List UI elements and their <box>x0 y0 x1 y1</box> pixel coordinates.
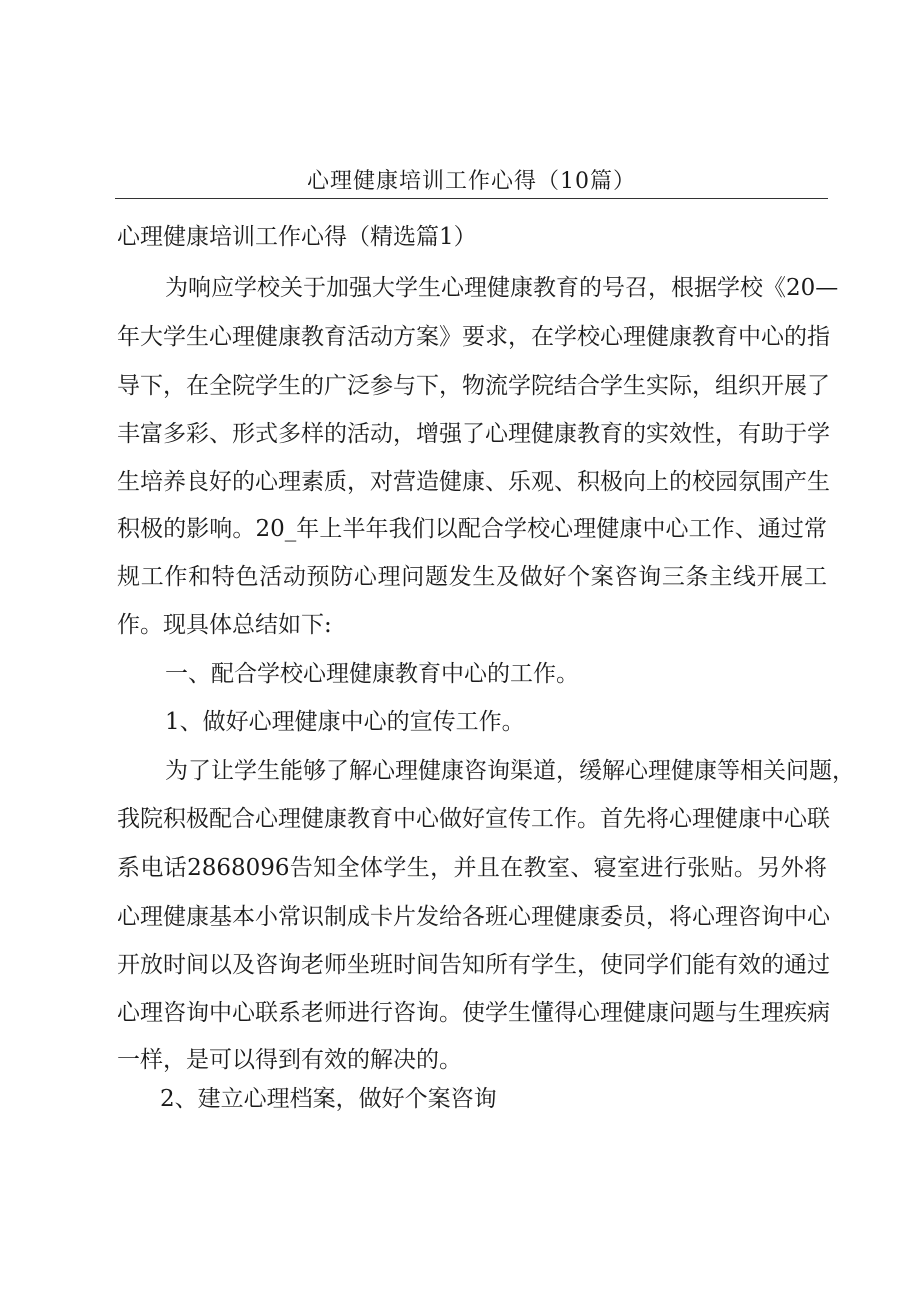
paragraph-line: 作。现具体总结如下: <box>117 612 332 638</box>
subheading-line: 2、建立心理档案，做好个案咨询 <box>160 1086 497 1112</box>
document-title: 心理健康培训工作心得（10篇） <box>307 169 636 194</box>
paragraph-line: 生培养良好的心理素质，对营造健康、乐观、积极向上的校园氛围产生 <box>117 469 830 495</box>
section-heading: 心理健康培训工作心得（精选篇1） <box>117 224 477 250</box>
paragraph-line: 规工作和特色活动预防心理问题发生及做好个案咨询三条主线开展工 <box>117 564 827 590</box>
paragraph-line: 我院积极配合心理健康教育中心做好宣传工作。首先将心理健康中心联 <box>117 806 830 832</box>
paragraph-line: 丰富多彩、形式多样的活动，增强了心理健康教育的实效性，有助于学 <box>117 421 830 447</box>
paragraph-line: 系电话2868096告知全体学生，并且在教室、寝室进行张贴。另外将 <box>117 855 827 881</box>
paragraph-line: 一样，是可以得到有效的解决的。 <box>117 1047 462 1073</box>
paragraph-line: 年大学生心理健康教育活动方案》要求，在学校心理健康教育中心的指 <box>117 324 830 350</box>
paragraph-line: 开放时间以及咨询老师坐班时间告知所有学生，使同学们能有效的通过 <box>117 952 830 978</box>
subheading-line: 1、做好心理健康中心的宣传工作。 <box>165 709 525 735</box>
paragraph-line: 心理咨询中心联系老师进行咨询。使学生懂得心理健康问题与生理疾病 <box>117 1000 830 1026</box>
subheading-line: 一、配合学校心理健康教育中心的工作。 <box>165 661 579 687</box>
paragraph-line: 为了让学生能够了解心理健康咨询渠道，缓解心理健康等相关问题， <box>165 758 855 784</box>
paragraph-line: 积极的影响。20_年上半年我们以配合学校心理健康中心工作、通过常 <box>117 516 827 542</box>
paragraph-line: 为响应学校关于加强大学生心理健康教育的号召，根据学校《20— <box>165 275 839 301</box>
paragraph-line: 心理健康基本小常识制成卡片发给各班心理健康委员，将心理咨询中心 <box>117 904 830 930</box>
paragraph-line: 导下，在全院学生的广泛参与下，物流学院结合学生实际，组织开展了 <box>117 373 830 399</box>
title-underline <box>115 198 828 199</box>
